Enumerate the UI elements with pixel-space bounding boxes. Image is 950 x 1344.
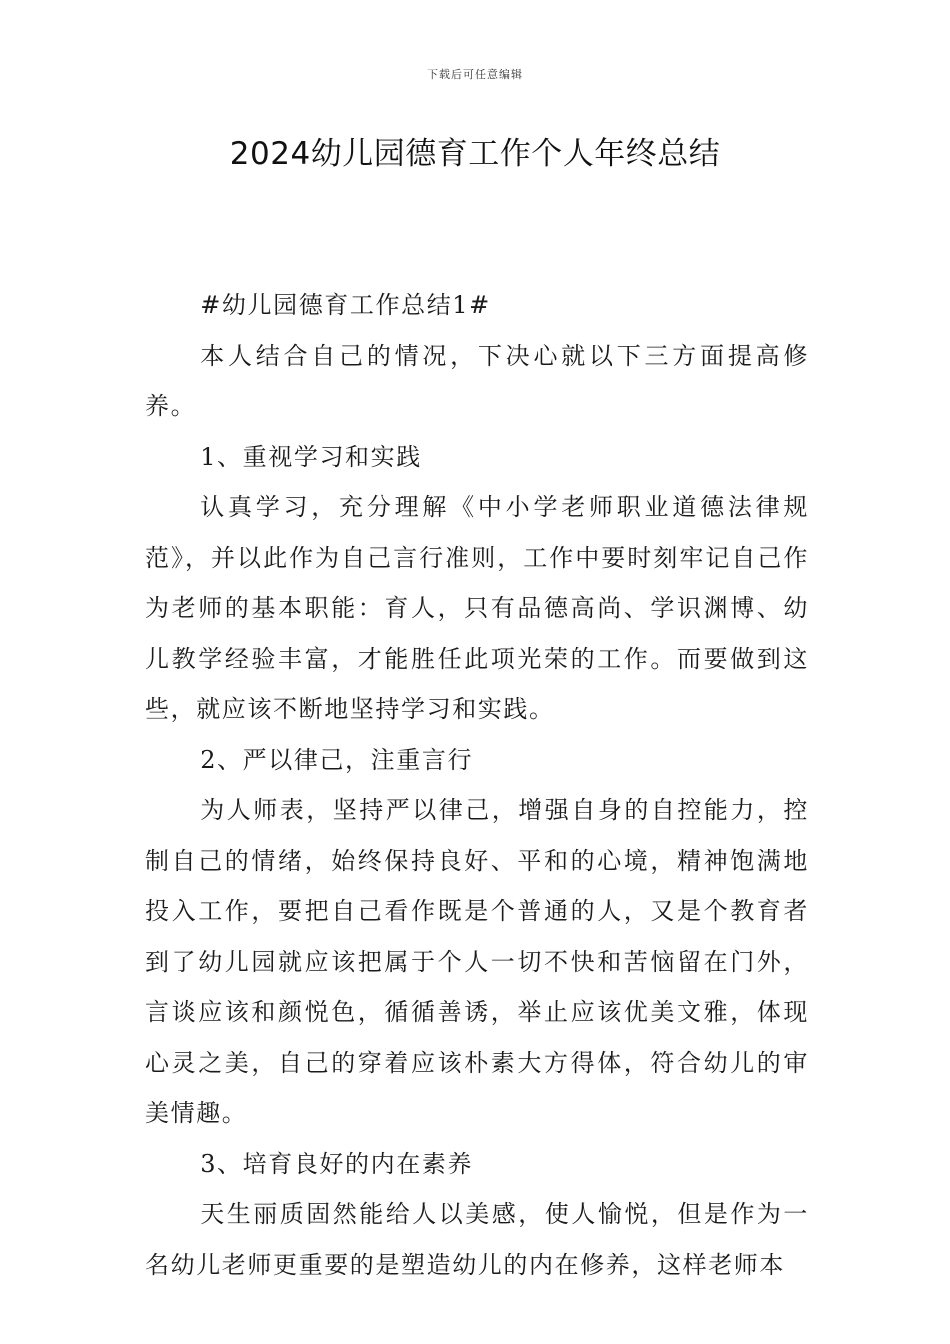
paragraph: 为人师表，坚持严以律己，增强自身的自控能力，控制自己的情绪，始终保持良好、平和的心境，精神饱满地投入工作，要把自己看作既是个普通的人，又是个教育者到了幼儿园就应该把属于个人一切不快和苦恼留在门外，言谈应该和颜悦色，循循善诱，举止应该优美文雅，体现心灵之美，自己的穿着应该朴素大方得体，符合幼儿的审美情趣。 xyxy=(145,796,809,1127)
paragraph: 认真学习，充分理解《中小学老师职业道德法律规范》，并以此作为自己言行准则，工作中要时刻牢记自己作为老师的基本职能：育人，只有品德高尚、学识渊博、幼儿教学经验丰富，才能胜任此项光荣的工作。而要做到这些，就应该不断地坚持学习和实践。 xyxy=(145,493,809,723)
section-heading: #幼儿园德育工作总结1# xyxy=(200,291,491,319)
subsection-heading: 3、培育良好的内在素养 xyxy=(200,1149,474,1178)
subsection-heading: 2、严以律己，注重言行 xyxy=(200,745,474,774)
document-body xyxy=(145,280,809,1290)
paragraph: 天生丽质固然能给人以美感，使人愉悦，但是作为一名幼儿老师更重要的是塑造幼儿的内在修养，这样老师本 xyxy=(145,1200,809,1279)
document-title: 2024幼儿园德育工作个人年终总结 xyxy=(229,136,721,172)
subsection-heading: 1、重视学习和实践 xyxy=(200,442,422,471)
paragraph: 本人结合自己的情况，下决心就以下三方面提高修养。 xyxy=(145,341,809,420)
header-note: 下载后可任意编辑 xyxy=(427,68,523,81)
